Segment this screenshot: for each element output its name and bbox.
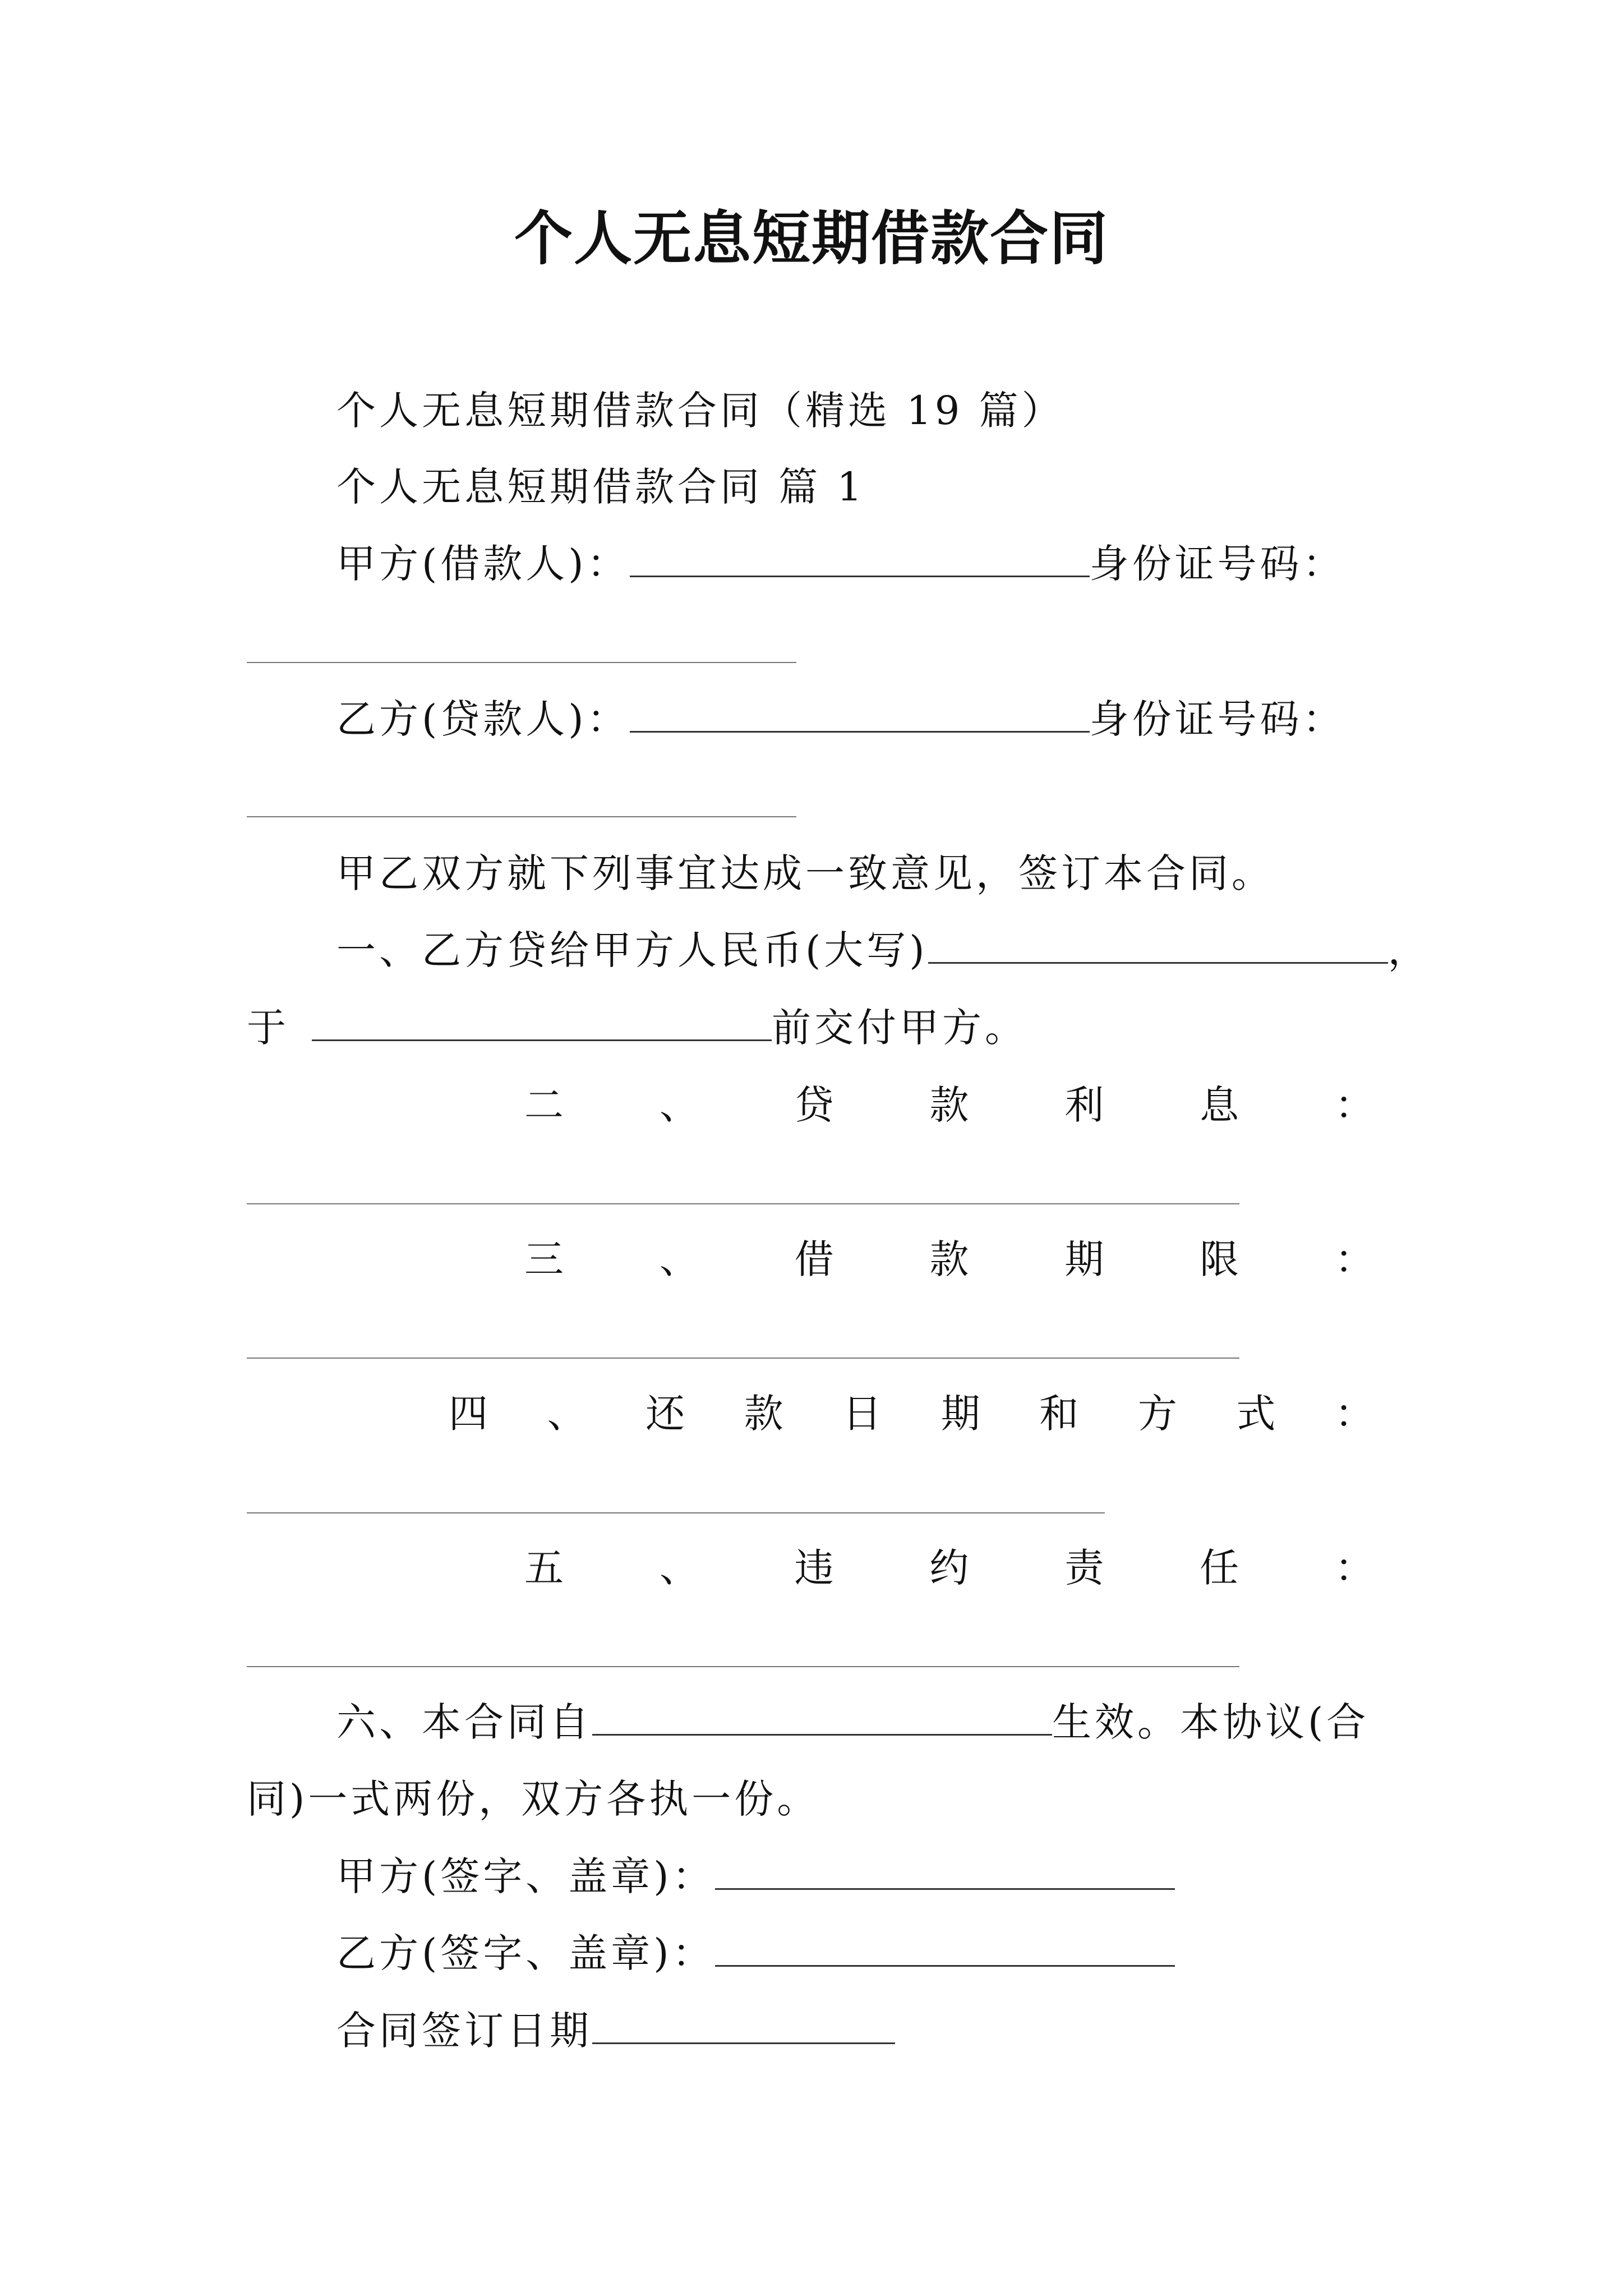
sign-b-label: 乙方(签字、盖章)： [336,1930,715,1976]
clause-2-char: 款 [929,1082,969,1128]
sign-date-field[interactable] [592,2009,895,2044]
clause-1-comma: ， [1387,927,1431,973]
party-b-label: 乙方(贷款人)： [336,696,630,742]
sign-date-line [336,2007,895,2054]
clause-6-line [336,1699,1369,1746]
clause-1-continuation [247,1004,1027,1051]
clause-1-text: 一、乙方贷给甲方人民币(大写) [336,927,928,973]
clause-3-char: 款 [929,1236,969,1282]
clause-1-cont-suffix: 前交付甲方。 [772,1005,1027,1051]
party-a-label: 甲方(借款人)： [336,541,630,587]
clause-5-char: 违 [794,1545,834,1591]
clause-4-char: 款 [744,1391,783,1437]
agreement-intro: 甲乙双方就下列事宜达成一致意见，签订本合同。 [336,850,1274,896]
clause-2-char: 贷 [794,1082,834,1128]
loan-interest-field[interactable] [247,1203,1239,1204]
section-heading: 个人无息短期借款合同 篇 1 [336,464,866,510]
clause-4-heading [449,1390,1374,1437]
clause-5-char: 、 [659,1545,699,1591]
clause-3-char: ： [1334,1236,1374,1282]
clause-4-char: 式 [1236,1391,1276,1437]
party-a-name-field[interactable] [630,542,1090,577]
clause-4-char: 日 [842,1391,882,1437]
party-b-id-field[interactable] [247,816,796,817]
clause-3-char: 三 [524,1236,564,1282]
clause-5-char: 约 [929,1545,969,1591]
party-b-name-field[interactable] [630,697,1090,733]
clause-2-char: ： [1334,1082,1374,1128]
clause-4-char: 和 [1039,1391,1079,1437]
clause-5-heading [524,1544,1374,1591]
repayment-method-field[interactable] [247,1512,1105,1513]
party-a-line [336,540,1345,587]
sign-a-label: 甲方(签字、盖章)： [336,1853,715,1899]
clause-2-char: 利 [1064,1082,1104,1128]
party-a-id-field[interactable] [247,662,796,663]
clause-6-suffix: 生效。本协议(合 [1052,1699,1370,1745]
loan-amount-field[interactable] [928,928,1388,964]
clause-3-heading [524,1236,1374,1283]
clause-5-char: 任 [1200,1545,1239,1591]
document-title: 个人无息短期借款合同 [514,204,1109,273]
party-a-id-label: 身份证号码： [1089,541,1345,587]
clause-2-char: 、 [659,1082,699,1128]
clause-3-char: 限 [1200,1236,1239,1282]
clause-3-char: 借 [794,1236,834,1282]
sign-date-label: 合同签订日期 [336,2008,592,2054]
party-b-signature-field[interactable] [715,1931,1175,1967]
clause-1-cont-prefix: 于 [247,1005,289,1051]
clause-2-char: 二 [524,1082,564,1128]
clause-4-char: 、 [547,1391,587,1437]
party-b-id-label: 身份证号码： [1089,696,1345,742]
party-b-line [336,696,1345,743]
party-a-signature-field[interactable] [715,1855,1175,1890]
clause-2-heading [524,1082,1374,1129]
document-subtitle: 个人无息短期借款合同（精选 19 篇） [336,388,1064,434]
delivery-date-field[interactable] [312,1006,772,1041]
clause-2-char: 息 [1200,1082,1239,1128]
clause-1-line [336,927,1431,974]
clause-5-char: 责 [1064,1545,1104,1591]
clause-3-char: 期 [1064,1236,1104,1282]
clause-5-char: 五 [524,1545,564,1591]
clause-4-char: 方 [1137,1391,1177,1437]
clause-4-char: ： [1334,1391,1374,1437]
sign-a-line [336,1853,1175,1900]
clause-3-char: 、 [659,1236,699,1282]
clause-6-prefix: 六、本合同自 [336,1699,592,1745]
clause-4-char: 四 [449,1391,488,1437]
loan-term-field[interactable] [247,1358,1239,1359]
clause-4-char: 还 [645,1391,685,1437]
sign-b-line [336,1930,1175,1977]
effective-date-field[interactable] [592,1700,1052,1736]
clause-4-char: 期 [940,1391,980,1437]
breach-liability-field[interactable] [247,1666,1239,1667]
clause-6-continuation: 同)一式两份，双方各执一份。 [247,1776,820,1822]
clause-5-char: ： [1334,1545,1374,1591]
